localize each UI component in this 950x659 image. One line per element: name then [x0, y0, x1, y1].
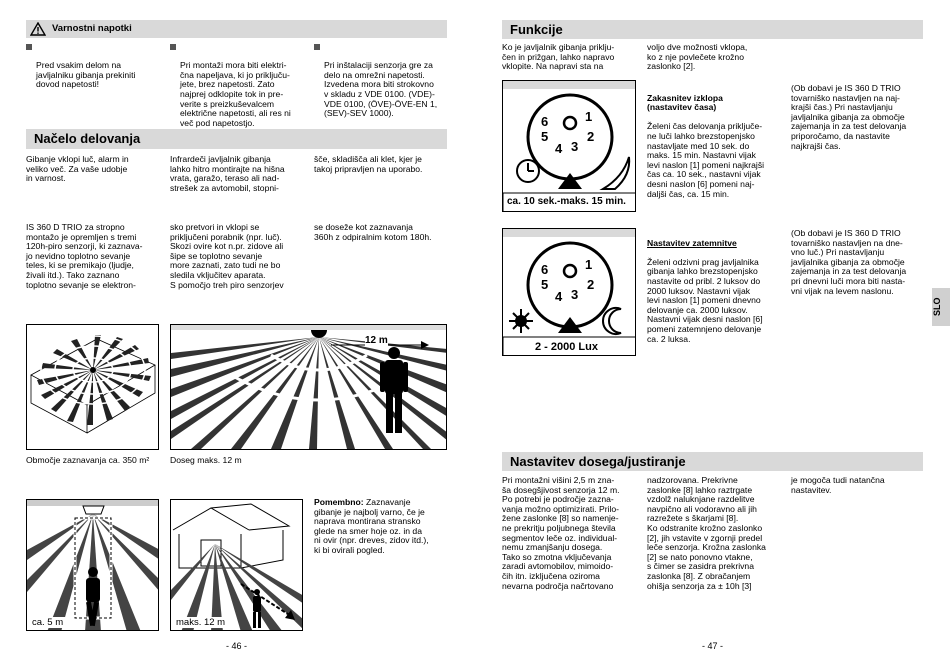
- adjust-c2: nadzorovana. Prekrivne zaslonke [8] lahko raztrgate vzdolž naluknjane razdelitve navpično ali vodoravno ali jih razrežete s škarjami [8]. Ko odstranite krožno zaslonko [2], jih vstavite v zgornji predel leče senzorja. Krožna zaslonka [2] se nato ponovno vtakne, s čimer se zasidra prekrivna zaslonka [8]. Z obračanjem ohišja senzorja za ± 10h [3]: [647, 475, 766, 591]
- twilight-text: Želeni odzivni prag javljalnika gibanja lahko brezstopenjsko nastavite od pribl. 2 luksov do 2000 luksov. Nastavni vijak levi naslon [1] pomeni dnevno delovanje ca. 2000 luksov. Nastavni vijak desni naslon [6] pomeni zatemnjeno delovanje ca. 2 luksa.: [647, 256, 763, 344]
- principle-p2-c1: IS 360 D TRIO za stropno montažo je opremljen s tremi 120h-piro senzorji, ki zaznava- jo nevidno toplotno sevanje teles, ki se premikajo (ljudje, živali itd.). Tako zaznano toplotno sevanje se elektron-: [26, 222, 143, 290]
- twilight-note: (Ob dobavi je IS 360 D TRIO tovarniško nastavljen na dne- vno luč.) Pri nastavljanju javljalnika gibanja za območje zajemanja in za test delovanja pri dnevni luči mora biti nasta- vni vijak na levem naslonu.: [791, 228, 907, 296]
- delay-dial-label: ca. 10 sek.-maks. 15 min.: [507, 196, 626, 207]
- detection-area-illustration: [27, 325, 159, 450]
- safety-text-1: Pred vsakim delom na javljalniku gibanja prekiniti dovod napetosti!: [36, 60, 136, 90]
- important-text: Zaznavanje gibanje je najbolj varno, če je naprava montirana stransko glede na smer hoje oz. in da ni ovir (npr. dreves, zidov itd.), ki bi ovirali pogled.: [314, 497, 429, 555]
- five-meter-figure: [26, 499, 159, 631]
- adjust-title: Nastavitev dosega/justiranje: [510, 454, 686, 469]
- delay-dial-figure: [502, 80, 636, 212]
- delay-text: Želeni čas delovanja priključe- ne luči lahko brezstopenjsko nastavljate med 10 sek. do maks. 15 min. Nastavni vijak levi naslon [1] pomeni najkrajši čas ca. 10 sek., nastavni vijak desni naslon [6] pomeni naj- daljši čas, ca. 15 min.: [647, 121, 765, 199]
- principle-title: Načelo delovanja: [34, 131, 141, 146]
- svg-text:6: 6: [541, 114, 549, 129]
- adjust-c1: Pri montažni višini 2,5 m zna- ša dosegšjivost senzorja 12 m. Po potrebi je področje zazna- vanja možno optimizirati. Prilo- žene zaslonke [8] so namenje- ne prekritju poljubnega števila segmentov leče oz. individual- nemu zmanjšanju dosega. Tako so zmotna vključevanja zaradi avtomobilov, mimoido- čih itn. izključena oziroma nevarna področja načrtovano: [502, 475, 620, 591]
- language-tab: [932, 288, 950, 326]
- functions-intro-2: voljo dve možnosti vklopa, ko z nje povlečete krožno zaslonko [2].: [647, 42, 748, 72]
- functions-header: [502, 20, 923, 39]
- page-number-right: - 47 -: [702, 641, 724, 651]
- language-tab-label: SLO: [932, 297, 942, 317]
- svg-text:1: 1: [585, 109, 593, 124]
- svg-text:4: 4: [555, 289, 563, 304]
- detection-area-figure: [26, 324, 159, 450]
- principle-p1-c2: Infrardeči javljalnik gibanja lahko hitro montirajte na hišna vrata, garažo, teraso ali nad- strešek za avtomobil, stopni-: [170, 154, 285, 193]
- svg-text:3: 3: [571, 287, 579, 302]
- bullet-icon: [314, 44, 320, 50]
- principle-p2-c3: se doseže kot zaznavanja 360h z odpiralnim kotom 180h.: [314, 222, 432, 242]
- detection-area-caption: Območje zaznavanja ca. 350 m²: [26, 455, 150, 465]
- svg-text:5: 5: [541, 129, 549, 144]
- five-meter-illustration: [27, 500, 159, 631]
- delay-dial-illustration: [503, 81, 636, 212]
- functions-title: Funkcije: [510, 22, 563, 37]
- house-range-illustration: [171, 500, 303, 631]
- svg-text:4: 4: [555, 141, 563, 156]
- safety-title: Varnostni napotki: [52, 23, 132, 34]
- svg-text:6: 6: [541, 262, 549, 277]
- twilight-dial-illustration: [503, 229, 636, 356]
- twilight-section: [647, 229, 787, 354]
- safety-col-1: [26, 42, 171, 90]
- bullet-icon: [170, 44, 176, 50]
- important-note: [314, 498, 449, 556]
- adjust-c3: je mogoča tudi natančna nastavitev.: [791, 475, 885, 495]
- safety-text-3: Pri inštalaciji senzorja gre za delo na omrežni napetosti. Izvedena mora biti strokovno v skladu z VDE 0100. (VDE)- VDE 0100, (ÖVE)-ÖVE-EN 1, (SEV)-SEV 1000).: [324, 60, 438, 119]
- twilight-title: Nastavitev zatemnitve: [647, 237, 737, 248]
- svg-text:3: 3: [571, 139, 579, 154]
- svg-text:2: 2: [587, 129, 595, 144]
- principle-header: [26, 129, 447, 149]
- principle-p1-c3: šče, skladišča ali klet, kjer je takoj pripravljen na uporabo.: [314, 154, 423, 174]
- twelve-meter-figure: [170, 499, 303, 631]
- functions-intro-1: Ko je javljalnik gibanja priklju- čen in prižgan, lahko napravo vklopite. Na napravi sta na: [502, 42, 615, 72]
- five-meter-label: ca. 5 m: [32, 617, 64, 628]
- warning-icon: [30, 22, 46, 43]
- page-number-left: - 46 -: [226, 641, 248, 651]
- twilight-dial-label: 2 - 2000 Lux: [535, 341, 598, 353]
- adjust-header: [502, 452, 923, 471]
- important-label: Pomembno:: [314, 497, 364, 507]
- range-illustration: [171, 325, 447, 450]
- delay-section: [647, 84, 787, 209]
- twilight-dial-figure: [502, 228, 636, 356]
- svg-text:5: 5: [541, 277, 549, 292]
- bullet-icon: [26, 44, 32, 50]
- range-figure: [170, 324, 447, 450]
- delay-title: Zakasnitev izklopa (nastavitev časa): [647, 92, 723, 113]
- range-label: 12 m: [365, 335, 388, 346]
- safety-text-2: Pri montaži mora biti elektri- čna napeljava, ki jo priključu- jete, brez napetosti. Zato najprej odklopite tok in pre- verite s preizkuševalcem električne napetosti, ali res ni več pod napetostjo.: [180, 60, 291, 128]
- principle-p1-c1: Gibanje vklopi luč, alarm in veliko več. Za vaše udobje in varnost.: [26, 154, 129, 184]
- svg-text:2: 2: [587, 277, 595, 292]
- principle-p2-c2: sko pretvori in vklopi se priključeni porabnik (npr. luč). Skozi ovire kot n.pr. zidove ali šipe se toplotno sevanje more zaznati, zato tudi ne bo sledila vključitev aparata. S pomočjo treh piro senzorjev: [170, 222, 284, 290]
- safety-header: [26, 20, 447, 38]
- delay-note: (Ob dobavi je IS 360 D TRIO tovarniško nastavljen na naj- krajši čas.) Pri nastavljanju javljalnika gibanja za območje zajemanja in za test delovanja priporočamo, da nastavite najkrajši čas.: [791, 83, 907, 151]
- safety-col-2: [170, 42, 320, 128]
- twelve-meter-label: maks. 12 m: [176, 617, 226, 628]
- svg-text:1: 1: [585, 257, 593, 272]
- range-caption: Doseg maks. 12 m: [170, 455, 242, 465]
- safety-col-3: [314, 42, 459, 119]
